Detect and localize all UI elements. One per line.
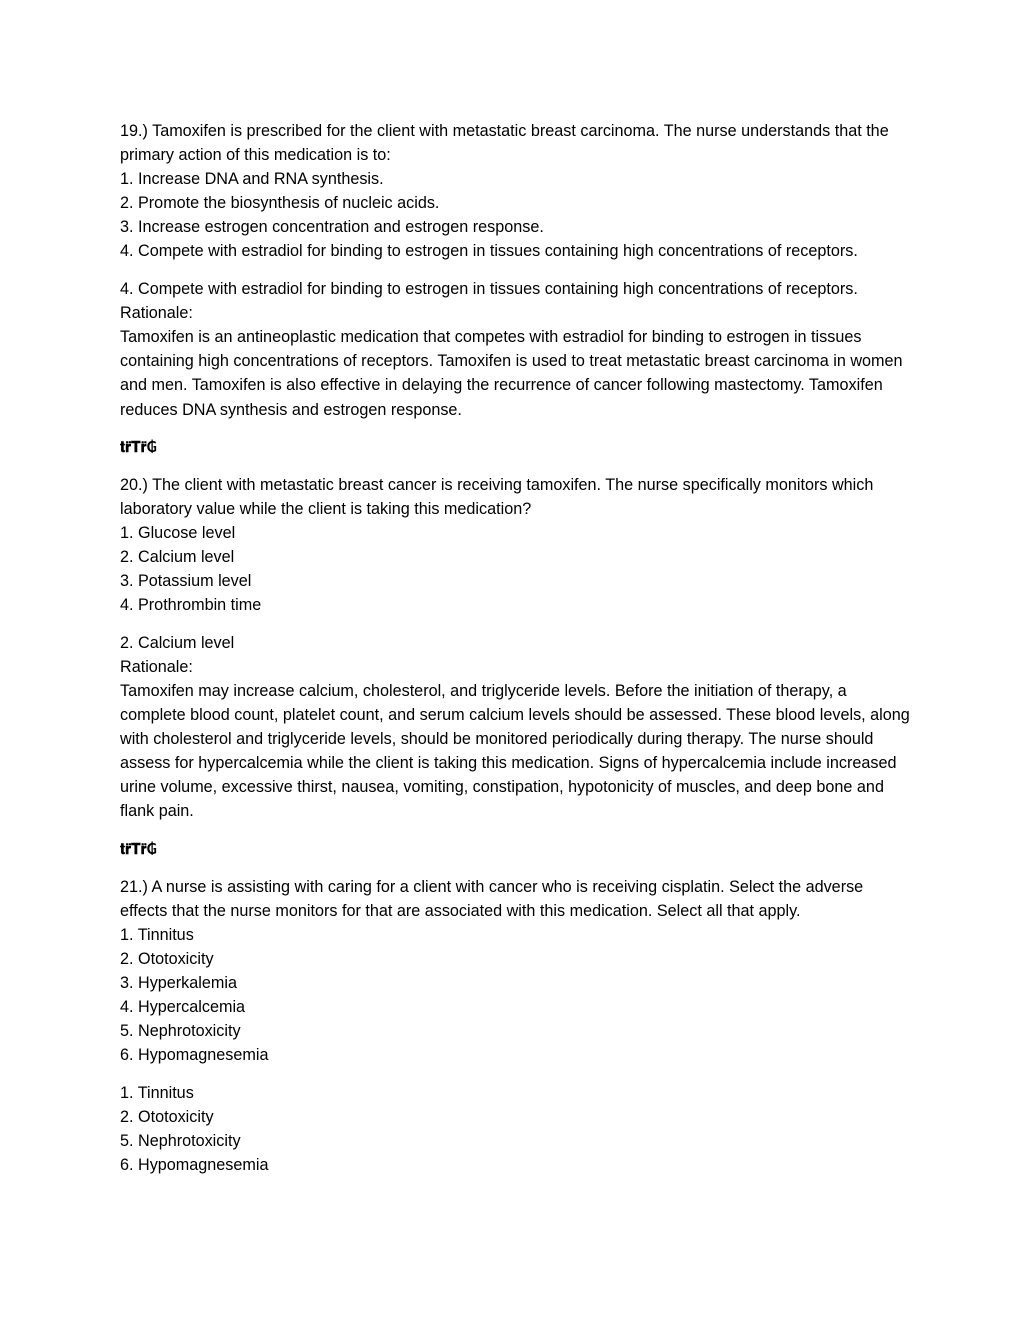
q21-answer-block — [120, 1081, 910, 1177]
q21-answer-3: 5. Nephrotoxicity — [120, 1132, 241, 1151]
q20-option-4: 4. Prothrombin time — [120, 596, 262, 615]
q20-rationale-label: Rationale: — [120, 657, 193, 676]
q19-answer-block — [120, 277, 910, 422]
q21-option-1: 1. Tinnitus — [120, 925, 194, 944]
q19-question-block — [120, 119, 910, 264]
q19-rationale: Tamoxifen is an antineoplastic medication that competes with estradiol for binding to estrogen in tissues containing high concentrations of receptors. Tamoxifen is used to treat metastatic breast carcinoma in women and men. Tamoxifen is also effective in delaying the recurrence of cancer following mastectomy. Tamoxifen reduces DNA synthesis and estrogen response. — [120, 328, 907, 419]
q21-option-4: 4. Hypercalcemia — [120, 998, 246, 1017]
q21-option-2: 2. Ototoxicity — [120, 949, 214, 968]
q20-rationale: Tamoxifen may increase calcium, cholesterol, and triglyceride levels. Before the initiation of therapy, a complete blood count, platelet count, and serum calcium levels should be assessed. These blood levels, along with cholesterol and triglyceride levels, should be monitored periodically during therapy. The nurse should assess for hypercalcemia while the client is taking this medication. Signs of hypercalcemia include increased urine volume, excessive thirst, nausea, vomiting, constipation, hypotonicity of muscles, and deep bone and flank pain. — [120, 681, 915, 821]
q21-question: 21.) A nurse is assisting with caring for a client with cancer who is receiving cisplatin. Select the adverse effects that the nurse monitors for that are associated with this medication. Select all that apply. — [120, 877, 868, 920]
q19-option-4: 4. Compete with estradiol for binding to estrogen in tissues containing high concentrations of receptors. — [120, 242, 858, 261]
document-body — [120, 119, 915, 1191]
q20-question: 20.) The client with metastatic breast cancer is receiving tamoxifen. The nurse specifically monitors which laboratory value while the client is taking this medication? — [120, 475, 878, 518]
q20-option-3: 3. Potassium level — [120, 572, 252, 591]
q20-answer-block — [120, 631, 915, 824]
q21-question-block — [120, 875, 910, 1068]
q21-option-3: 3. Hyperkalemia — [120, 974, 237, 992]
q21-answer-2: 2. Ototoxicity — [120, 1107, 214, 1126]
section-separator: 𝐭𝐫̈𝐓𝐫̈₲ — [120, 840, 157, 859]
q20-option-1: 1. Glucose level — [120, 523, 236, 542]
section-separator: 𝐭𝐫̈𝐓𝐫̈₲ — [120, 438, 157, 457]
q19-answer: 4. Compete with estradiol for binding to estrogen in tissues containing high concentrations of receptors. — [120, 280, 858, 299]
q20-option-2: 2. Calcium level — [120, 548, 235, 566]
q19-option-2: 2. Promote the biosynthesis of nucleic acids. — [120, 194, 440, 213]
q19-option-3: 3. Increase estrogen concentration and estrogen response. — [120, 218, 544, 237]
q21-option-6: 6. Hypomagnesemia — [120, 1046, 269, 1065]
q21-answer-4: 6. Hypomagnesemia — [120, 1156, 269, 1175]
q20-answer: 2. Calcium level — [120, 633, 235, 652]
q21-answer-1: 1. Tinnitus — [120, 1083, 194, 1102]
q19-question: 19.) Tamoxifen is prescribed for the client with metastatic breast carcinoma. The nurse understands that the primary action of this medication is to: — [120, 122, 894, 165]
q19-rationale-label: Rationale: — [120, 304, 193, 323]
q20-question-block — [120, 473, 910, 618]
q21-option-5: 5. Nephrotoxicity — [120, 1022, 241, 1041]
q19-option-1: 1. Increase DNA and RNA synthesis. — [120, 170, 384, 189]
